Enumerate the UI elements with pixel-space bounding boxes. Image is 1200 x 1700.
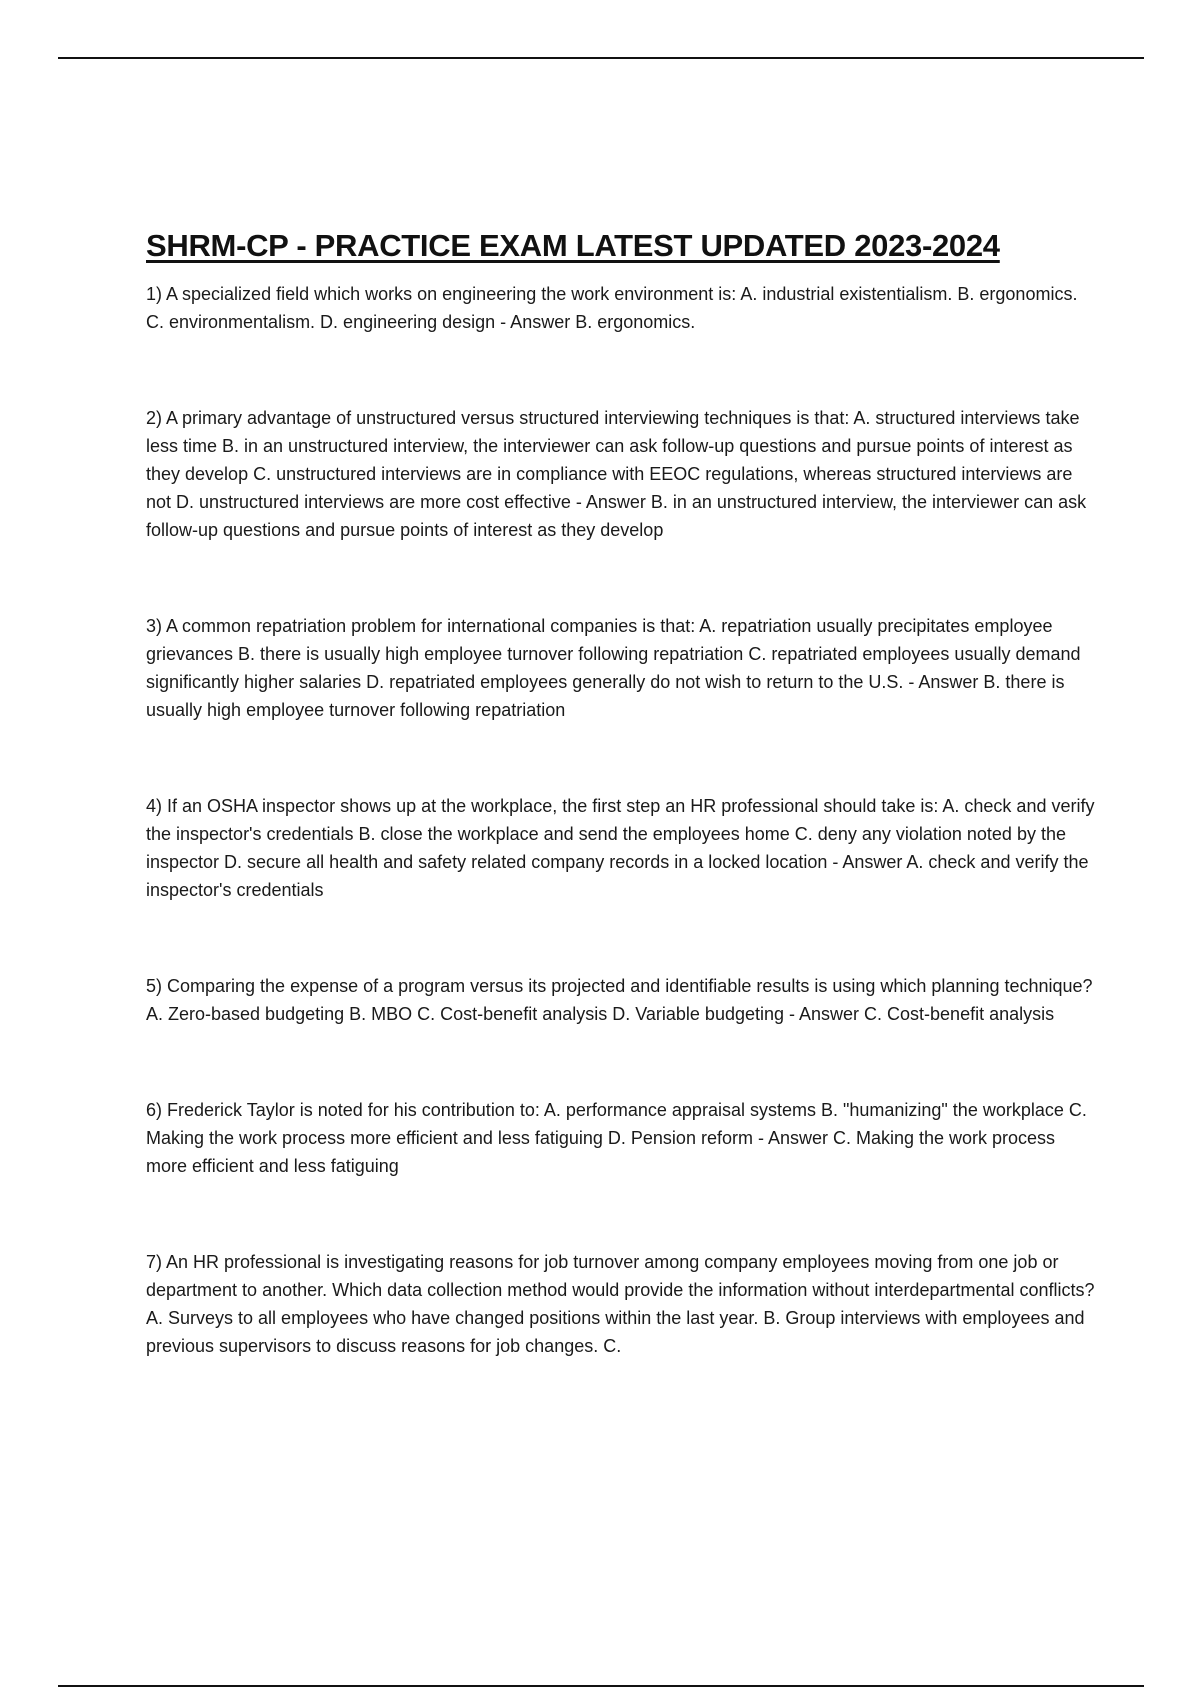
question-spacer (146, 1180, 1096, 1248)
document-body (146, 226, 1096, 1360)
question-spacer (146, 544, 1096, 612)
question-spacer (146, 1028, 1096, 1096)
question-spacer (146, 724, 1096, 792)
question-4: 4) If an OSHA inspector shows up at the workplace, the first step an HR professional should take is: A. check and verify the inspector's credentials B. close the workplace and send the employees home C. deny any violation noted by the inspector D. secure all health and safety related company records in a locked location - Answer A. check and verify the inspector's credentials (146, 796, 1095, 900)
question-3: 3) A common repatriation problem for international companies is that: A. repatriation usually precipitates employee grievances B. there is usually high employee turnover following repatriation C. repatriated employees usually demand significantly higher salaries D. repatriated employees generally do not wish to return to the U.S. - Answer B. there is usually high employee turnover following repatriation (146, 616, 1081, 720)
question-2: 2) A primary advantage of unstructured versus structured interviewing techniques is that: A. structured interviews take less time B. in an unstructured interview, the interviewer can ask follow-up questions and pursue points of interest as they develop C. unstructured interviews are in compliance with EEOC regulations, whereas structured interviews are not D. unstructured interviews are more cost effective - Answer B. in an unstructured interview, the interviewer can ask follow-up questions and pursue points of interest as they develop (146, 408, 1087, 540)
header-rule (58, 57, 1144, 59)
question-6: 6) Frederick Taylor is noted for his contribution to: A. performance appraisal systems B. "humanizing" the workplace C. Making the work process more efficient and less fatiguing D. Pension reform - Answer C. Making the work process more efficient and less fatiguing (146, 1100, 1087, 1176)
question-5: 5) Comparing the expense of a program versus its projected and identifiable results is using which planning technique? A. Zero-based budgeting B. MBO C. Cost-benefit analysis D. Variable budgeting - Answer C. Cost-benefit analysis (146, 976, 1093, 1024)
question-spacer (146, 904, 1096, 972)
question-1: 1) A specialized field which works on engineering the work environment is: A. industrial existentialism. B. ergonomics. C. environmentalism. D. engineering design - Answer B. ergonomics. (146, 284, 1078, 332)
page-title: SHRM-CP - PRACTICE EXAM LATEST UPDATED 2023-2024 (146, 228, 1000, 263)
footer-rule (58, 1685, 1144, 1687)
question-7: 7) An HR professional is investigating reasons for job turnover among company employees moving from one job or department to another. Which data collection method would provide the information without interdepartmental conflicts? A. Surveys to all employees who have changed positions within the last year. B. Group interviews with employees and previous supervisors to discuss reasons for job changes. C. (146, 1252, 1095, 1356)
question-spacer (146, 336, 1096, 404)
